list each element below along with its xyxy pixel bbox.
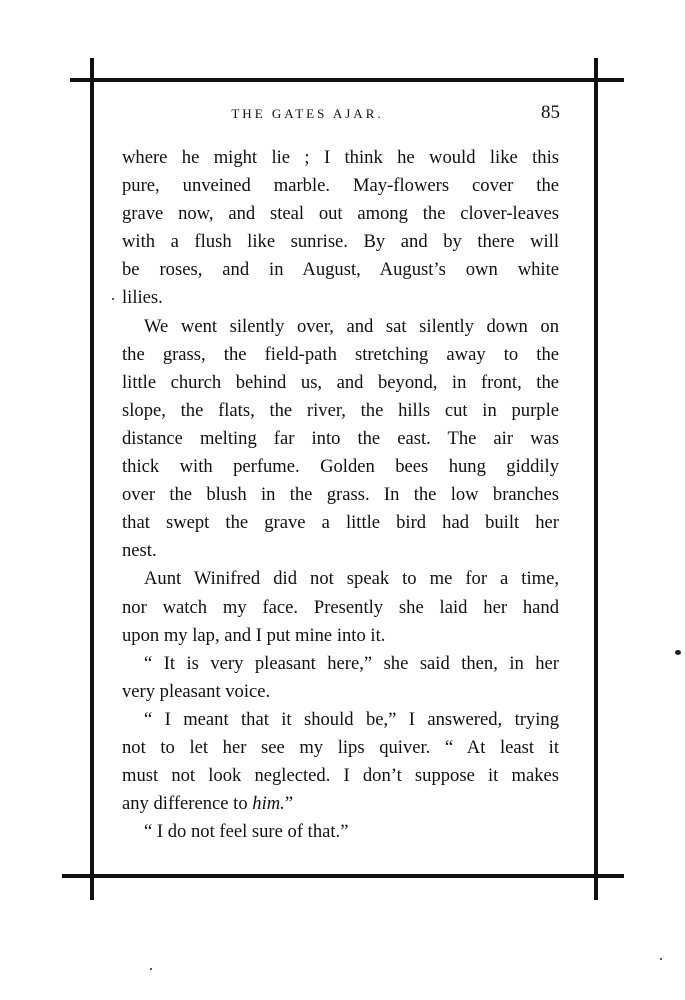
paragraph-first-line: “ I meant that it should be,” I answered, trying (144, 708, 559, 730)
emphasized-word: him. (252, 793, 285, 815)
ink-speck (112, 298, 114, 300)
text-line: distance melting far into the east. The air was (122, 427, 559, 449)
paragraph-first-line: Aunt Winifred did not speak to me for a time, (144, 568, 559, 590)
ink-speck (675, 650, 681, 655)
text-line: very pleasant voice. (122, 680, 271, 702)
text-run: any difference to (122, 793, 253, 815)
page-number: 85 (541, 102, 560, 123)
text-line: slope, the flats, the river, the hills cut in purple (122, 399, 559, 421)
text-line: with a flush like sunrise. By and by there will (122, 231, 559, 253)
text-line: pure, unveined marble. May-flowers cover the (122, 175, 559, 197)
text-line (122, 790, 559, 818)
top-border-rule (70, 78, 624, 82)
text-line: upon my lap, and I put mine into it. (122, 624, 386, 646)
ink-speck (150, 968, 152, 970)
text-line: nest. (122, 540, 157, 562)
text-line: lilies. (122, 287, 163, 309)
bottom-border-rule (62, 874, 624, 878)
running-header (120, 104, 560, 128)
text-line: thick with perfume. Golden bees hung giddily (122, 456, 559, 478)
left-border-rule (90, 58, 94, 900)
text-line: nor watch my face. Presently she laid her hand (122, 596, 559, 618)
ink-speck (660, 958, 662, 960)
text-line: little church behind us, and beyond, in front, the (122, 371, 559, 393)
text-line: must not look neglected. I don’t suppose it makes (122, 765, 559, 787)
text-line: the grass, the field-path stretching away to the (122, 343, 559, 365)
paragraph-first-line: “ I do not feel sure of that.” (144, 821, 349, 843)
text-line: that swept the grave a little bird had built her (122, 512, 559, 534)
text-line: where he might lie ; I think he would like this (122, 147, 559, 168)
text-line: over the blush in the grass. In the low branches (122, 484, 559, 506)
text-line: be roses, and in August, August’s own white (122, 259, 559, 281)
paragraph-first-line: “ It is very pleasant here,” she said then, in her (144, 652, 559, 674)
text-line: not to let her see my lips quiver. “ At least it (122, 736, 559, 758)
running-title: THE GATES AJAR. (231, 106, 384, 121)
body-text (122, 144, 559, 846)
paragraph-first-line: We went silently over, and sat silently down on (144, 315, 559, 337)
text-run: ” (284, 793, 294, 815)
text-line: grave now, and steal out among the clover-leaves (122, 203, 559, 225)
right-border-rule (594, 58, 598, 900)
